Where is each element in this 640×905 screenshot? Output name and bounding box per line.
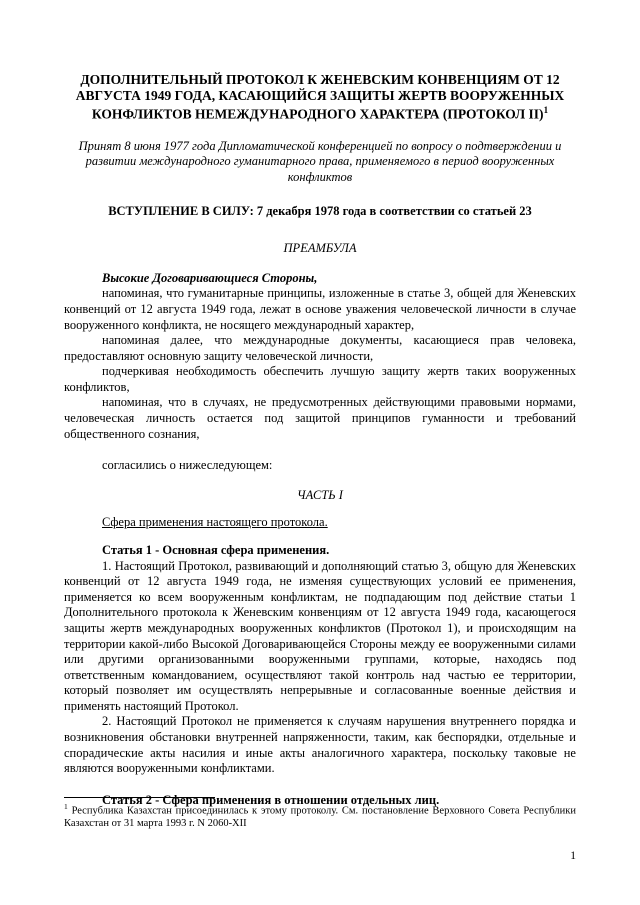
preamble-parties-line: Высокие Договаривающиеся Стороны, — [102, 270, 318, 285]
document-title — [64, 72, 576, 123]
title-footnote-reference: 1 — [543, 104, 549, 115]
preamble-paragraph: напоминая, что гуманитарные принципы, изложенные в статье 3, общей для Женевских конвенций от 12 августа 1949 года, лежат в основе уважения человеческой личности в случае вооруженного конфликта, не носящего международный характер, — [64, 286, 576, 332]
part-1-heading: ЧАСТЬ I — [297, 487, 343, 502]
footnote-separator-rule — [64, 797, 215, 798]
preamble-paragraph: напоминая далее, что международные документы, касающиеся прав человека, предоставляют основную защиту человеческой личности, — [64, 333, 576, 363]
preamble-paragraph: напоминая, что в случаях, не предусмотренных действующими правовыми нормами, человеческая личность остается под защитой принципов гуманности и требований общественного сознания, — [64, 395, 576, 441]
entry-into-force-line: ВСТУПЛЕНИЕ В СИЛУ: 7 декабря 1978 года в соответствии со статьей 23 — [108, 204, 532, 219]
article-1-paragraph: 2. Настоящий Протокол не применяется к случаям нарушения внутреннего порядка и возникновения обстановки внутренней напряженности, таким, как беспорядки, отдельные и спорадические акты насилия и иные акты аналогичного характера, поскольку таковые не являются вооруженными конфликтами. — [64, 714, 576, 776]
agreement-line: согласились о нижеследующем: — [102, 458, 273, 473]
adoption-note: Принят 8 июня 1977 года Дипломатической конференцией по вопросу о подтверждении и развитии международного гуманитарного права, применяемого в период вооруженных конфликтов — [78, 138, 562, 184]
article-1-paragraph: 1. Настоящий Протокол, развивающий и дополняющий статью 3, общую для Женевских конвенций от 12 августа 1949 года, не изменяя существующих условий ее применения, применяется ко всем вооруженным конфликтам, не подпадающим под действие статьи 1 Дополнительного протокола к Женевским конвенциям от 12 августа 1949 года, касающегося защиты жертв международных вооруженных конфликтов (Протокол 1), и происходящим на территории какой-либо Высокой Договаривающейся Стороны между ее вооруженными силами или другими организованными вооруженными группами, которые, находясь под ответственным командованием, осуществляют такой контроль над частью ее территории, который позволяет им осуществлять непрерывные и согласованные военные действия и применять настоящий Протокол. — [64, 558, 576, 713]
footnote-body-text: Республика Казахстан присоединилась к этому протоколу. См. постановление Верховного Совета Республики Казахстан от 31 марта 1993 г. N 2060-XII — [64, 805, 577, 830]
preamble-heading: ПРЕАМБУЛА — [283, 240, 357, 255]
footnote-marker: 1 — [64, 802, 68, 811]
preamble-paragraph: подчеркивая необходимость обеспечить лучшую защиту жертв таких вооруженных конфликтов, — [64, 364, 576, 394]
article-1-heading: Статья 1 - Основная сфера применения. — [102, 543, 330, 558]
part-1-subheading-text: Сфера применения настоящего протокола. — [102, 514, 328, 529]
footnote-text — [64, 802, 576, 831]
page-number: 1 — [570, 850, 576, 862]
article-2-heading: Статья 2 - Сфера применения в отношении отдельных лиц. — [102, 792, 440, 807]
footnote-block — [64, 797, 576, 831]
part-1-subheading — [64, 515, 576, 531]
document-title-text: ДОПОЛНИТЕЛЬНЫЙ ПРОТОКОЛ К ЖЕНЕВСКИМ КОНВЕНЦИЯМ ОТ 12 АВГУСТА 1949 ГОДА, КАСАЮЩИЙСЯ ЗАЩИТЫ ЖЕРТВ ВООРУЖЕННЫХ КОНФЛИКТОВ НЕМЕЖДУНАРОДНОГО ХАРАКТЕРА (ПРОТОКОЛ II) — [75, 72, 565, 122]
